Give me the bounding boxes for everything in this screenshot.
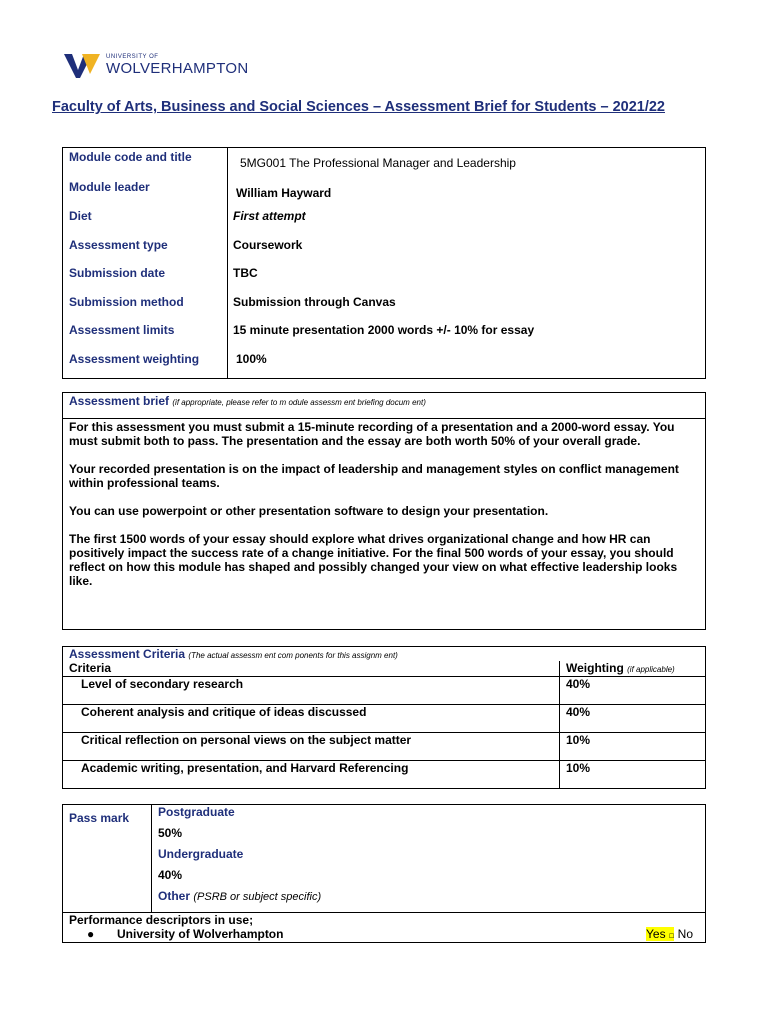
- table-row: [63, 148, 706, 178]
- descriptors-label: Performance descriptors in use;: [69, 913, 254, 927]
- undergraduate-label: Undergraduate: [158, 847, 244, 861]
- submission-method-label: Submission method: [63, 293, 228, 321]
- university-logo: [62, 50, 249, 80]
- assessment-type-value: Coursework: [228, 236, 706, 264]
- table-row: [63, 350, 706, 379]
- module-leader-label: Module leader: [63, 178, 228, 207]
- criteria-weight: 10%: [560, 760, 706, 788]
- criteria-title: Assessment Criteria: [69, 647, 186, 661]
- table-row: [63, 293, 706, 321]
- table-row: [63, 419, 706, 630]
- assessment-limits-value: 15 minute presentation 2000 words +/- 10% for essay: [228, 321, 706, 350]
- assessment-limits-label: Assessment limits: [63, 321, 228, 350]
- criteria-weight: 10%: [560, 732, 706, 760]
- brief-note: (if appropriate, please refer to m odule assessm ent briefing docum ent): [172, 398, 426, 407]
- postgraduate-label: Postgraduate: [158, 805, 235, 819]
- table-row: [63, 732, 706, 760]
- submission-method-value: Submission through Canvas: [228, 293, 706, 321]
- submission-date-label: Submission date: [63, 264, 228, 293]
- assessment-weighting-label: Assessment weighting: [63, 350, 228, 379]
- module-code-label: Module code and title: [63, 148, 228, 178]
- university-crest-icon: [62, 50, 102, 80]
- table-row: [63, 207, 706, 236]
- table-row: [63, 321, 706, 350]
- submission-date-value: TBC: [228, 264, 706, 293]
- criteria-label: Academic writing, presentation, and Harvard Referencing: [81, 760, 409, 775]
- other-label: Other: [158, 889, 191, 903]
- logo-small-text: UNIVERSITY OF: [106, 54, 159, 60]
- assessment-weighting-value: 100%: [228, 350, 706, 379]
- brief-paragraph: You can use powerpoint or other presentation software to design your presentation.: [69, 504, 549, 518]
- criteria-label: Critical reflection on personal views on the subject matter: [81, 732, 412, 747]
- page-title: Faculty of Arts, Business and Social Sciences – Assessment Brief for Students – 2021/22: [52, 99, 665, 115]
- module-leader-value: William Hayward: [228, 178, 706, 207]
- criteria-note: (The actual assessm ent com ponents for this assignm ent): [188, 651, 398, 660]
- criteria-label: Level of secondary research: [81, 676, 244, 691]
- criteria-weight: 40%: [560, 704, 706, 732]
- table-row: [63, 178, 706, 207]
- descriptor-item: University of Wolverhampton: [117, 927, 284, 941]
- module-code-value: 5MG001 The Professional Manager and Leadership: [228, 148, 706, 178]
- table-row: [63, 805, 706, 913]
- table-row: [63, 760, 706, 788]
- table-row: [63, 236, 706, 264]
- table-row: [63, 393, 706, 419]
- brief-title: Assessment brief: [69, 394, 170, 408]
- table-row: [63, 913, 706, 943]
- bullet-icon: ●: [87, 927, 95, 941]
- brief-paragraph: The first 1500 words of your essay should explore what drives organizational change and how HR can positively impact the success rate of a change initiative. For the final 500 words of your essay, you should reflect on how this module has shaped and possibly changed your view on what effective leadership looks like.: [69, 532, 678, 588]
- table-row: [63, 264, 706, 293]
- table-row: [63, 661, 706, 676]
- table-row: [63, 676, 706, 704]
- pass-mark-label: Pass mark: [63, 805, 152, 913]
- weighting-column-note: (if applicable): [627, 665, 675, 674]
- pass-mark-table: [62, 804, 706, 943]
- criteria-column-header: Criteria: [63, 661, 560, 676]
- criteria-weight: 40%: [560, 676, 706, 704]
- brief-paragraph: For this assessment you must submit a 15-minute recording of a presentation and a 2000-word essay. You must submit both to pass. The presentation and the essay are both worth 50% of your overall grade.: [69, 420, 675, 448]
- table-row: [63, 704, 706, 732]
- diet-label: Diet: [63, 207, 228, 236]
- logo-big-text: WOLVERHAMPTON: [106, 60, 249, 77]
- diet-value: First attempt: [228, 207, 706, 236]
- postgraduate-value: 50%: [158, 826, 183, 840]
- undergraduate-value: 40%: [158, 868, 183, 882]
- brief-paragraph: Your recorded presentation is on the impact of leadership and management styles on conflict management within professional teams.: [69, 462, 679, 490]
- assessment-criteria-table: [62, 646, 706, 789]
- table-row: [63, 647, 706, 662]
- assessment-brief-table: [62, 392, 706, 630]
- yes-option: Yes: [646, 927, 666, 941]
- no-option: No: [677, 927, 693, 941]
- weighting-column-header: Weighting: [566, 661, 624, 675]
- assessment-type-label: Assessment type: [63, 236, 228, 264]
- other-note: (PSRB or subject specific): [193, 891, 322, 903]
- module-info-table: [62, 147, 706, 379]
- criteria-label: Coherent analysis and critique of ideas discussed: [81, 704, 367, 719]
- yes-checkbox-icon[interactable]: ☐: [668, 934, 675, 940]
